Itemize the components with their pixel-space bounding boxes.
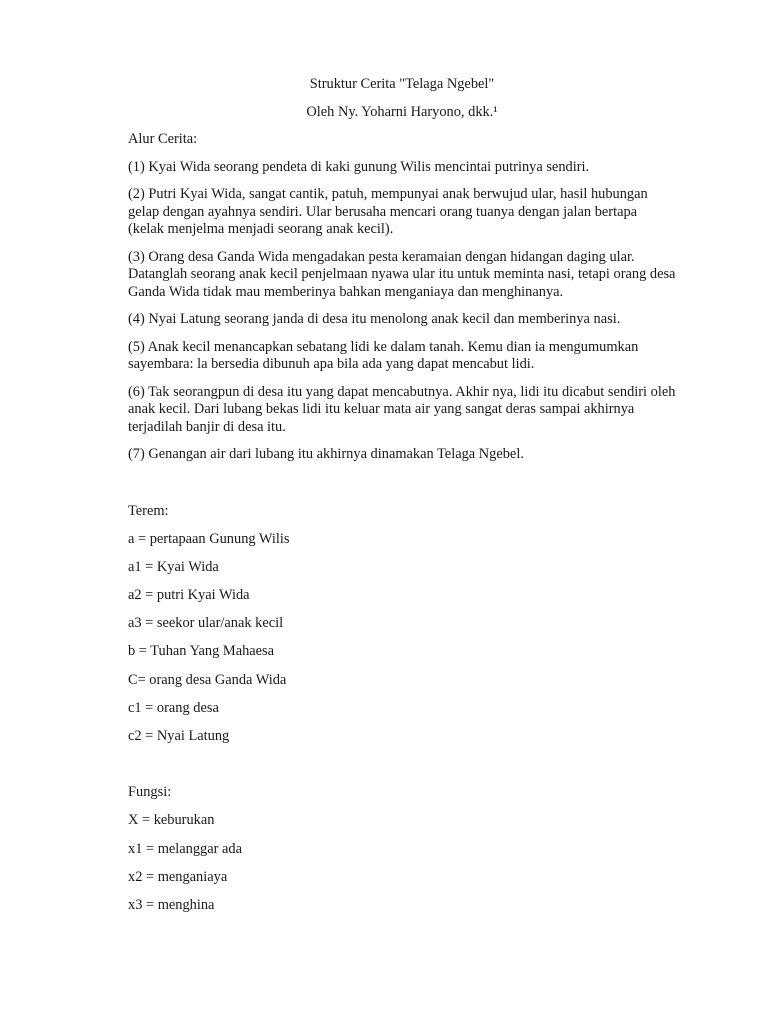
alur-item-2: (2) Putri Kyai Wida, sangat cantik, patuh, mempunyai anak berwujud ular, hasil hubungan gelap dengan ayahnya sendiri. Ular berusaha mencari orang tuanya dengan jalan bertapa (kelak menjelma menjadi seorang anak kecil). [128,186,648,237]
document-author: Oleh Ny. Yoharni Haryono, dkk.¹ [306,104,498,120]
terem-item: b = Tuhan Yang Mahaesa [128,643,275,660]
fungsi-item: x2 = menganiaya [128,868,228,885]
terem-item: c2 = Nyai Latung [128,728,230,744]
fungsi-heading: Fungsi: [128,784,172,801]
fungsi-item: x3 = menghina [128,896,215,913]
terem-item: a2 = putri Kyai Wida [128,587,250,604]
alur-item-4: (4) Nyai Latung seorang janda di desa itu menolong anak kecil dan memberinya nasi. [128,311,621,327]
terem-item: a = pertapaan Gunung Wilis [128,530,290,547]
alur-item-7: (7) Genangan air dari lubang itu akhirnya dinamakan Telaga Ngebel. [128,446,524,462]
alur-item-5: (5) Anak kecil menancapkan sebatang lidi ke dalam tanah. Kemu dian ia mengumumkan sayembara: la bersedia dibunuh apa bila ada yang dapat mencabut lidi. [128,338,639,372]
fungsi-item: x1 = melanggar ada [128,840,243,857]
section-spacer [128,755,676,783]
terem-item: a3 = seekor ular/anak kecil [128,615,284,632]
terem-item: c1 = orang desa [128,699,219,716]
terem-item: a1 = Kyai Wida [128,558,219,575]
document-title: Struktur Cerita "Telaga Ngebel" [309,76,495,92]
alur-heading: Alur Cerita: [128,131,198,147]
fungsi-item: X = keburukan [128,812,215,829]
terem-heading: Terem: [128,502,169,519]
terem-item: C= orang desa Ganda Wida [128,671,287,688]
section-spacer [128,474,676,502]
alur-item-3: (3) Orang desa Ganda Wida mengadakan pesta keramaian dengan hidangan daging ular. Datanglah seorang anak kecil penjelmaan nyawa ular itu untuk meminta nasi, tetapi orang desa Ganda Wida tidak mau memberinya bahkan menganiaya dan menghinanya. [128,248,676,300]
alur-item-1: (1) Kyai Wida seorang pendeta di kaki gunung Wilis mencintai putrinya sendiri. [128,158,590,175]
alur-item-6: (6) Tak seorangpun di desa itu yang dapat mencabutnya. Akhir nya, lidi itu dicabut sendiri oleh anak kecil. Dari lubang bekas lidi itu keluar mata air yang sangat deras sampai akhirnya terjadilah banjir di desa itu. [128,383,676,435]
document-page [128,75,676,924]
